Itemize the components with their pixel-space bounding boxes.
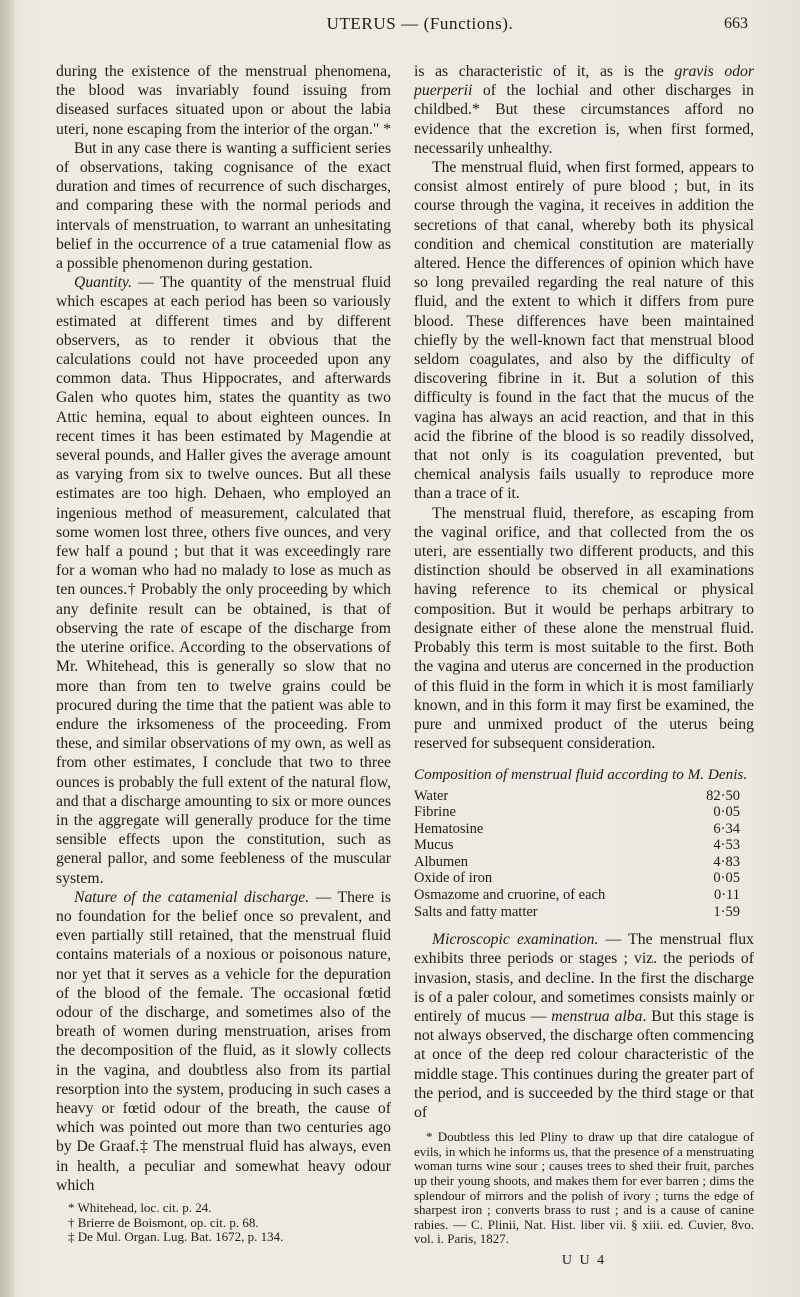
odour-text-b: of the lochial and other discharges in childbed.* But these circumstances afford no evidence that the excretion is, when first formed, necessarily unhealthy. bbox=[414, 82, 754, 157]
paragraph-gestation-quote: during the existence of the menstrual phenomena, the blood was invariably found issuing from diseased surfaces situated upon or about the labia uteri, none escaping from the interior of the organ." * bbox=[56, 63, 392, 138]
composition-value: 0·11 bbox=[713, 887, 740, 904]
composition-value: 1·59 bbox=[713, 903, 740, 920]
paragraph-odour bbox=[414, 62, 754, 158]
microscopic-text-tail: . But this stage is not always observed, the discharge often commencing at once of the deep red colour characteristic of the middle stage. This continues during the greater part of the period, and is succeeded by the third stage or that of bbox=[414, 1008, 754, 1122]
composition-value: 0·05 bbox=[713, 804, 740, 821]
paragraph-nature-text: — There is no foundation for the belief once so prevalent, and even partially still retained, that the menstrual fluid contains materials of a noxious or poisonous nature, nor yet that it serves as a vehicle for the depuration of the blood of the female. The occasional fœtid odour of the discharge, and sometimes also of the breath of women during menstruation, arises from the decomposition of the fluid, as it slowly collects in the vagina, and doubtless also from its partial resorption into the system, producing in such cases a heavy or fœtid odour of the breath, the cause of which was pointed out more than two centuries ago by De Graaf.‡ The menstrual fluid has always, even in health, a peculiar and somewhat heavy odour which bbox=[56, 888, 391, 1194]
right-column bbox=[414, 62, 754, 1270]
composition-row bbox=[414, 870, 754, 887]
section-heading-nature: Nature of the catamenial discharge. bbox=[74, 888, 310, 906]
footnote-double-dagger: ‡ De Mul. Organ. Lug. Bat. 1672, p. 134. bbox=[68, 1229, 284, 1245]
composition-value: 4·83 bbox=[713, 853, 740, 870]
composition-row bbox=[414, 804, 754, 821]
page-number: 663 bbox=[724, 15, 748, 32]
composition-constituent: Albumen bbox=[414, 853, 468, 870]
odour-text-a: is as characteristic of it, as is the bbox=[414, 63, 675, 80]
composition-row bbox=[414, 904, 754, 921]
footnote-pliny: * Doubtless this led Pliny to draw up that dire catalogue of evils, in which he informs us, that the presence of a menstruating woman turns wine sour ; causes trees to shed their fruit, parches up their young shoots, and makes them for ever barren ; dims the splendour of mirrors and the polish of ivory ; turns the edge of sharpest iron ; converts brass to rust ; and is a cause of canine rabies. — C. Plinii, Nat. Hist. liber vii. § xiii. ed. Cuvier, 8vo. vol. i. Paris, 1827. bbox=[414, 1129, 754, 1247]
running-head: UTERUS — (Functions). bbox=[326, 14, 514, 33]
paragraph-microscopic bbox=[414, 930, 754, 1122]
composition-constituent: Oxide of iron bbox=[414, 870, 493, 887]
section-heading-microscopic: Microscopic examination. bbox=[432, 931, 599, 949]
composition-row bbox=[414, 854, 754, 871]
composition-row bbox=[414, 788, 754, 805]
composition-row bbox=[414, 837, 754, 854]
composition-value: 82·50 bbox=[706, 787, 740, 804]
microscopic-text: — The menstrual flux exhibits three periods or stages ; viz. the periods of invasion, stasis, and decline. In the first the discharge is of a paler colour, and sometimes consists mainly or entirely of mucus — bbox=[414, 931, 754, 1026]
left-column bbox=[56, 62, 391, 1245]
signature-mark: U U 4 bbox=[561, 1253, 607, 1269]
composition-row bbox=[414, 887, 754, 904]
paragraph-pure-blood: The menstrual fluid, when first formed, appears to consist almost entirely of pure blood ; but, in its course through the vagina, it receives in addition the secretions of that canal, whereby both its physical condition and chemical constitution are materially altered. Hence the differences of opinion which have so long prevailed regarding the real nature of this fluid, and the extent to which it differs from pure blood. These differences have been maintained chiefly by the well-known fact that menstrual blood seldom coagulates, and also by the difficulty of discovering fibrine in it. But a solution of this difficulty is found in the fact that the mucus of the vagina has always an acid reaction, and that in this acid the fibrine of the blood is so readily dissolved, that not only is its coagulation prevented, but chemical analysis fails usually to reproduce more than a trace of it. bbox=[414, 159, 754, 503]
page-header bbox=[0, 6, 800, 36]
composition-constituent: Salts and fatty matter bbox=[414, 903, 538, 920]
footnotes-left bbox=[56, 1201, 391, 1245]
binding-gutter bbox=[0, 0, 14, 1297]
composition-value: 0·05 bbox=[713, 870, 740, 887]
composition-title: Composition of menstrual fluid according to M. Denis. bbox=[414, 766, 748, 784]
composition-row bbox=[414, 821, 754, 838]
odour-italic-term: gravis odor puerperii bbox=[414, 63, 754, 100]
composition-constituent: Osmazome and cruorine, of each bbox=[414, 887, 606, 904]
paragraph-quantity-text: — The quantity of the menstrual fluid which escapes at each period has been so variously estimated at different times and by different observers, as to render it obvious that the calculations could not have proceeded upon any common data. Thus Hippocrates, and afterwards Galen who quotes him, states the quantity as two Attic hemina, equal to about eighteen ounces. In recent times it has been estimated by Magendie at several pounds, and Haller gives the average amount as varying from six to twelve ounces. But all these estimates are too high. Dehaen, who employed an ingenious method of measurement, calculated that some women lost three, others five ounces, and very few half a pound ; but that it was exceedingly rare for a woman who had no malady to lose as much as ten ounces.† Probably the only proceeding by which any definite result can be obtained, is that of observing the rate of escape of the discharge from the uterine orifice. According to the observations of Mr. Whitehead, this is generally so slow that no more than from ten to twelve grains could be procured during the time that the patient was able to endure the irksomeness of the proceeding. From these, and similar observations of my own, as well as from other estimates, I conclude that two to three ounces is probably the full extent of the natural flow, and that a discharge amounting to six or more ounces in the aggregate will generally produce for the time sensible effects upon the constitution, such as general pallor, and some feebleness of the muscular system. bbox=[56, 274, 391, 887]
footnotes-right bbox=[414, 1130, 754, 1247]
paragraph-observations: But in any case there is wanting a sufficient series of observations, taking cognisance of the exact duration and times of recurrence of such discharges, and comparing these with the normal periods and intervals of menstruation, to warrant an unhesitating belief in the occurrence of a true catamenial flow as a possible phenomenon during gestation. bbox=[56, 139, 391, 273]
composition-table bbox=[414, 788, 754, 921]
composition-value: 6·34 bbox=[713, 820, 740, 837]
section-heading-quantity: Quantity. bbox=[74, 274, 132, 292]
composition-constituent: Hematosine bbox=[414, 820, 484, 837]
composition-value: 4·53 bbox=[713, 837, 740, 854]
composition-constituent: Mucus bbox=[414, 837, 454, 854]
footnote-star: * Whitehead, loc. cit. p. 24. bbox=[68, 1199, 212, 1215]
paragraph-two-products: The menstrual fluid, therefore, as escaping from the vaginal orifice, and that collected from the os uteri, are essentially two different products, and this distinction should be observed in all examinations having reference to its chemical or physical composition. But it would be perhaps arbitrary to designate either of these alone the menstrual fluid. Probably this term is most suitable to the first. Both the vagina and uterus are concerned in the production of this fluid in the form in which it is most familiarly known, and in this form it may first be examined, the pure and unmixed product of the uterus being reserved for subsequent consideration. bbox=[414, 504, 754, 753]
microscopic-italic-term: menstrua alba bbox=[551, 1008, 643, 1026]
footnote-dagger: † Brierre de Boismont, op. cit. p. 68. bbox=[68, 1214, 259, 1230]
paragraph-nature bbox=[56, 888, 391, 1195]
composition-constituent: Water bbox=[414, 787, 449, 804]
composition-constituent: Fibrine bbox=[414, 804, 456, 821]
paragraph-quantity bbox=[56, 273, 391, 888]
